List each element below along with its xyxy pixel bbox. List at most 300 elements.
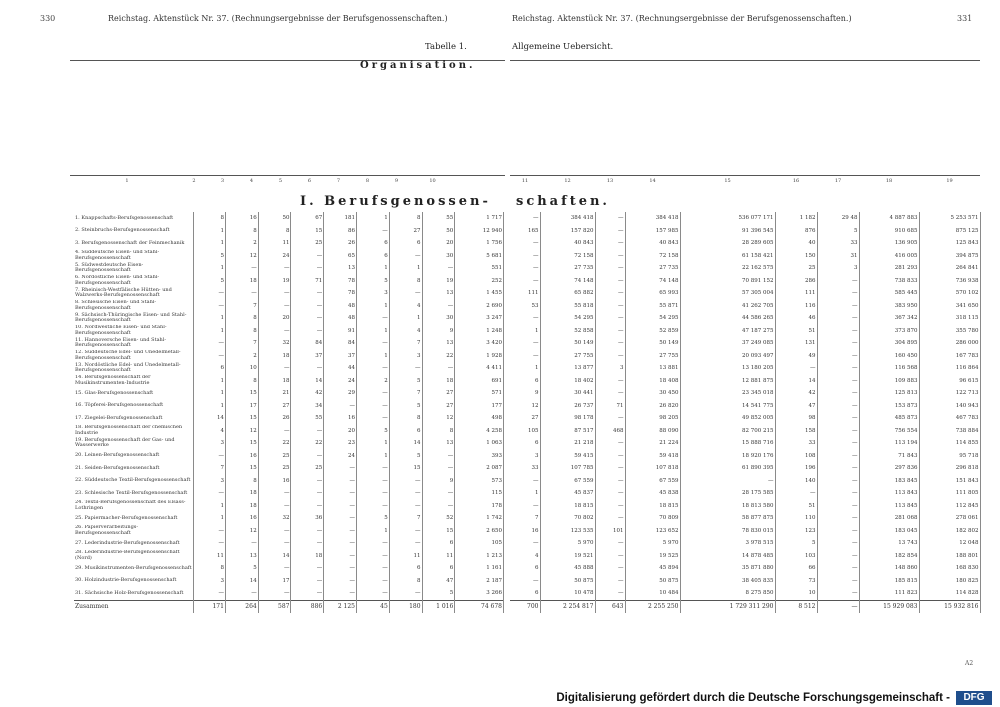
cell-l: — xyxy=(595,537,625,550)
cell-a: — xyxy=(194,337,226,350)
cell-l: — xyxy=(595,412,625,425)
cell-l: — xyxy=(595,550,625,563)
cell-l: — xyxy=(595,250,625,263)
cell-l: — xyxy=(595,575,625,588)
total-k: 2 254 817 xyxy=(540,600,595,613)
cell-b: 2 xyxy=(225,237,258,250)
row-name: 27. Lederindustrie-Berufsgenossenschaft xyxy=(74,537,194,550)
cell-s: 136 905 xyxy=(859,237,919,250)
cell-g: 8 xyxy=(389,275,422,288)
header-rule-bottom xyxy=(70,175,505,176)
cell-e: — xyxy=(324,500,357,513)
cell-d: — xyxy=(291,287,324,300)
cell-g: 6 xyxy=(389,425,422,438)
right-header-rule-top xyxy=(510,60,980,61)
cell-f: — xyxy=(357,225,390,238)
cell-f: — xyxy=(357,400,390,413)
cell-j: 6 xyxy=(510,562,540,575)
cell-h: 20 xyxy=(422,237,455,250)
cell-c: 18 xyxy=(258,375,291,388)
cell-e: 181 xyxy=(324,212,357,225)
row-name: 11. Hannoversche Eisen- und Stahl-Berufsgenossenschaft xyxy=(74,337,194,350)
cell-a: — xyxy=(194,525,226,538)
cell-d: 14 xyxy=(291,375,324,388)
cell-t: 341 650 xyxy=(919,300,980,313)
table-row xyxy=(74,225,504,238)
cell-b: 7 xyxy=(225,300,258,313)
cell-p: 70 891 152 xyxy=(680,275,775,288)
cell-l: — xyxy=(595,262,625,275)
totals-row xyxy=(74,600,504,613)
cell-m: 157 985 xyxy=(625,225,680,238)
cell-c: 18 xyxy=(258,350,291,363)
cell-i: 393 xyxy=(455,450,504,463)
row-name: 9. Sächsisch-Thüringische Eisen- und Stahl-Berufsgenossenschaft xyxy=(74,312,194,325)
cell-j: 12 xyxy=(510,400,540,413)
right-subtitle: Allgemeine Uebersicht. xyxy=(512,42,614,52)
cell-s: 116 568 xyxy=(859,362,919,375)
cell-g: 7 xyxy=(389,387,422,400)
left-data-table xyxy=(74,212,504,613)
total-f: 45 xyxy=(357,600,390,613)
total-a: 171 xyxy=(194,600,226,613)
cell-r: 29 48 xyxy=(817,212,859,225)
cell-d: — xyxy=(291,250,324,263)
footer-bar xyxy=(0,690,1000,707)
cell-a: 8 xyxy=(194,562,226,575)
right-page-header: Reichstag. Aktenstück Nr. 37. (Rechnungsergebnisse der Berufsgenossenschaften.) xyxy=(512,14,852,23)
cell-f: 6 xyxy=(357,250,390,263)
cell-m: 45 838 xyxy=(625,487,680,500)
cell-f: 1 xyxy=(357,450,390,463)
cell-p: 47 187 275 xyxy=(680,325,775,338)
cell-m: 65 993 xyxy=(625,287,680,300)
cell-s: 160 450 xyxy=(859,350,919,363)
cell-k: 13 877 xyxy=(540,362,595,375)
cell-g: 14 xyxy=(389,437,422,450)
cell-p: 58 877 875 xyxy=(680,512,775,525)
cell-j: — xyxy=(510,475,540,488)
cell-g: 7 xyxy=(389,337,422,350)
cell-j: — xyxy=(510,500,540,513)
cell-q: 49 xyxy=(775,350,817,363)
cell-q: 47 xyxy=(775,400,817,413)
cell-b: — xyxy=(225,262,258,275)
cell-b: 2 xyxy=(225,350,258,363)
cell-k: 50 149 xyxy=(540,337,595,350)
cell-e: — xyxy=(324,537,357,550)
cell-l: — xyxy=(595,287,625,300)
cell-k: 65 882 xyxy=(540,287,595,300)
cell-d: 25 xyxy=(291,462,324,475)
table-row xyxy=(74,387,504,400)
cell-k: 74 148 xyxy=(540,275,595,288)
table-row xyxy=(510,400,980,413)
cell-i: 1 161 xyxy=(455,562,504,575)
cell-r: 3 xyxy=(817,262,859,275)
cell-e: 24 xyxy=(324,375,357,388)
cell-c: 25 xyxy=(258,450,291,463)
cell-d: — xyxy=(291,562,324,575)
cell-h: 11 xyxy=(422,550,455,563)
cell-m: 50 149 xyxy=(625,337,680,350)
cell-e: 78 xyxy=(324,287,357,300)
cell-b: 8 xyxy=(225,225,258,238)
cell-q: 158 xyxy=(775,425,817,438)
cell-b: 15 xyxy=(225,387,258,400)
cell-i: 691 xyxy=(455,375,504,388)
cell-a: 3 xyxy=(194,437,226,450)
left-page xyxy=(0,0,505,690)
cell-q: 25 xyxy=(775,262,817,275)
cell-f: — xyxy=(357,462,390,475)
cell-i: 115 xyxy=(455,487,504,500)
total-e: 2 125 xyxy=(324,600,357,613)
cell-t: 296 818 xyxy=(919,462,980,475)
cell-c: — xyxy=(258,425,291,438)
cell-t: 467 783 xyxy=(919,412,980,425)
table-row xyxy=(74,450,504,463)
cell-d: — xyxy=(291,262,324,275)
cell-s: 109 883 xyxy=(859,375,919,388)
cell-j: 111 xyxy=(510,287,540,300)
cell-m: 27 755 xyxy=(625,350,680,363)
cell-j: — xyxy=(510,250,540,263)
cell-a: — xyxy=(194,450,226,463)
table-label: Tabelle 1. xyxy=(425,42,467,52)
row-name: 5. Südwestdeutsche Eisen-Berufsgenossenschaft xyxy=(74,262,194,275)
cell-j: — xyxy=(510,350,540,363)
cell-f: 5 xyxy=(357,512,390,525)
cell-r: — xyxy=(817,275,859,288)
cell-p: 8 275 850 xyxy=(680,587,775,600)
cell-d: — xyxy=(291,575,324,588)
cell-c: 11 xyxy=(258,237,291,250)
right-section-title: schaften. xyxy=(516,194,610,209)
table-row xyxy=(74,575,504,588)
table-row xyxy=(510,337,980,350)
cell-p: 3 978 515 xyxy=(680,537,775,550)
cell-f: — xyxy=(357,537,390,550)
cell-r: — xyxy=(817,300,859,313)
cell-k: 72 158 xyxy=(540,250,595,263)
column-number: 15 xyxy=(724,178,731,184)
table-row xyxy=(510,375,980,388)
column-number: 4 xyxy=(249,178,254,184)
cell-d: 34 xyxy=(291,400,324,413)
cell-k: 98 178 xyxy=(540,412,595,425)
cell-t: 736 938 xyxy=(919,275,980,288)
cell-g: 5 xyxy=(389,375,422,388)
cell-a: 11 xyxy=(194,550,226,563)
cell-l: — xyxy=(595,387,625,400)
cell-t: 355 780 xyxy=(919,325,980,338)
cell-f: — xyxy=(357,587,390,600)
cell-k: 27 735 xyxy=(540,262,595,275)
cell-h: 5 xyxy=(422,587,455,600)
total-j: 700 xyxy=(510,600,540,613)
cell-g: 1 xyxy=(389,312,422,325)
table-row xyxy=(510,487,980,500)
cell-t: 151 843 xyxy=(919,475,980,488)
cell-m: 88 090 xyxy=(625,425,680,438)
cell-q: 5 xyxy=(775,537,817,550)
cell-d: 42 xyxy=(291,387,324,400)
cell-t: 182 802 xyxy=(919,525,980,538)
cell-b: 12 xyxy=(225,525,258,538)
cell-q: 98 xyxy=(775,412,817,425)
cell-l: — xyxy=(595,325,625,338)
row-name: 7. Rheinisch-Westfälische Hütten- und Walzwerks-Berufsgenossenschaft xyxy=(74,287,194,300)
cell-t: 140 943 xyxy=(919,400,980,413)
cell-l: — xyxy=(595,212,625,225)
cell-g: 5 xyxy=(389,400,422,413)
cell-f: 1 xyxy=(357,437,390,450)
cell-d: — xyxy=(291,537,324,550)
cell-e: 23 xyxy=(324,437,357,450)
table-row xyxy=(510,350,980,363)
cell-h: 27 xyxy=(422,400,455,413)
cell-i: 1 063 xyxy=(455,437,504,450)
cell-t: 168 830 xyxy=(919,562,980,575)
cell-s: 113 845 xyxy=(859,500,919,513)
column-number: 3 xyxy=(220,178,225,184)
column-number: 9 xyxy=(394,178,399,184)
cell-s: 910 685 xyxy=(859,225,919,238)
cell-i: 573 xyxy=(455,475,504,488)
cell-p: 35 871 880 xyxy=(680,562,775,575)
cell-g: — xyxy=(389,487,422,500)
cell-r: 5 xyxy=(817,225,859,238)
cell-f: 2 xyxy=(357,375,390,388)
table-row xyxy=(510,212,980,225)
cell-p: 28 289 605 xyxy=(680,237,775,250)
table-row xyxy=(74,337,504,350)
cell-f: — xyxy=(357,362,390,375)
table-row xyxy=(510,387,980,400)
cell-b: 8 xyxy=(225,475,258,488)
cell-i: 3 266 xyxy=(455,587,504,600)
cell-a: 1 xyxy=(194,262,226,275)
cell-m: 26 820 xyxy=(625,400,680,413)
cell-p: 37 249 085 xyxy=(680,337,775,350)
cell-p: 49 852 005 xyxy=(680,412,775,425)
cell-g: — xyxy=(389,537,422,550)
cell-i: 1 756 xyxy=(455,237,504,250)
cell-s: 185 815 xyxy=(859,575,919,588)
cell-i: 4 411 xyxy=(455,362,504,375)
cell-a: 8 xyxy=(194,212,226,225)
total-t: 15 932 816 xyxy=(919,600,980,613)
cell-r: — xyxy=(817,350,859,363)
cell-l: — xyxy=(595,462,625,475)
cell-j: — xyxy=(510,212,540,225)
table-row xyxy=(510,425,980,438)
cell-e: 65 xyxy=(324,250,357,263)
cell-s: 585 445 xyxy=(859,287,919,300)
row-name: 15. Glas-Berufsgenossenschaft xyxy=(74,387,194,400)
cell-d: 67 xyxy=(291,212,324,225)
cell-k: 27 755 xyxy=(540,350,595,363)
cell-r: — xyxy=(817,412,859,425)
cell-t: 394 875 xyxy=(919,250,980,263)
cell-g: — xyxy=(389,587,422,600)
cell-g: 6 xyxy=(389,237,422,250)
table-row xyxy=(510,250,980,263)
cell-h: 13 xyxy=(422,437,455,450)
table-row xyxy=(74,525,504,538)
cell-p: 23 345 018 xyxy=(680,387,775,400)
cell-e: — xyxy=(324,512,357,525)
column-number: 6 xyxy=(307,178,312,184)
cell-m: 50 875 xyxy=(625,575,680,588)
column-number: 14 xyxy=(649,178,656,184)
cell-f: 1 xyxy=(357,212,390,225)
row-name: 8. Schlesische Eisen- und Stahl-Berufsgenossenschaft xyxy=(74,300,194,313)
cell-i: 1 455 xyxy=(455,287,504,300)
cell-b: 14 xyxy=(225,575,258,588)
cell-l: — xyxy=(595,275,625,288)
cell-e: — xyxy=(324,550,357,563)
cell-e: 84 xyxy=(324,337,357,350)
cell-j: — xyxy=(510,275,540,288)
cell-d: — xyxy=(291,450,324,463)
table-row xyxy=(74,237,504,250)
cell-k: 45 837 xyxy=(540,487,595,500)
cell-k: 157 820 xyxy=(540,225,595,238)
cell-e: — xyxy=(324,487,357,500)
cell-b: 16 xyxy=(225,450,258,463)
cell-c: 20 xyxy=(258,312,291,325)
table-row xyxy=(510,275,980,288)
cell-h: 18 xyxy=(422,375,455,388)
cell-k: 87 517 xyxy=(540,425,595,438)
column-number: 8 xyxy=(365,178,370,184)
cell-r: 33 xyxy=(817,237,859,250)
cell-j: — xyxy=(510,237,540,250)
cell-r: — xyxy=(817,337,859,350)
cell-h: — xyxy=(422,450,455,463)
cell-p: 18 920 176 xyxy=(680,450,775,463)
cell-g: 7 xyxy=(389,512,422,525)
cell-i: 2 087 xyxy=(455,462,504,475)
table-row xyxy=(74,425,504,438)
row-name: 1. Knappschafts-Berufsgenossenschaft xyxy=(74,212,194,225)
right-page xyxy=(510,0,1000,690)
cell-c: 25 xyxy=(258,462,291,475)
cell-e: 86 xyxy=(324,225,357,238)
row-name: 3. Berufsgenossenschaft der Feinmechanik xyxy=(74,237,194,250)
cell-m: 67 559 xyxy=(625,475,680,488)
cell-l: — xyxy=(595,500,625,513)
cell-d: — xyxy=(291,525,324,538)
column-number: 18 xyxy=(885,178,893,184)
cell-j: — xyxy=(510,575,540,588)
table-row xyxy=(74,300,504,313)
cell-f: — xyxy=(357,487,390,500)
cell-i: 2 187 xyxy=(455,575,504,588)
cell-p: 82 700 215 xyxy=(680,425,775,438)
cell-t: 114 828 xyxy=(919,587,980,600)
cell-d: — xyxy=(291,312,324,325)
cell-k: 18 815 xyxy=(540,500,595,513)
cell-a: 4 xyxy=(194,425,226,438)
total-g: 180 xyxy=(389,600,422,613)
cell-s: 485 873 xyxy=(859,412,919,425)
cell-m: 55 871 xyxy=(625,300,680,313)
cell-g: 27 xyxy=(389,225,422,238)
cell-c: 8 xyxy=(258,225,291,238)
cell-p: 61 158 421 xyxy=(680,250,775,263)
cell-l: 3 xyxy=(595,362,625,375)
cell-r: — xyxy=(817,562,859,575)
cell-a: — xyxy=(194,350,226,363)
cell-k: 26 737 xyxy=(540,400,595,413)
cell-h: 9 xyxy=(422,475,455,488)
row-name: 30. Holzindustrie-Berufsgenossenschaft xyxy=(74,575,194,588)
cell-c: 32 xyxy=(258,337,291,350)
cell-f: 3 xyxy=(357,287,390,300)
cell-r: — xyxy=(817,500,859,513)
dfg-logo: DFG xyxy=(956,691,992,705)
cell-h: 8 xyxy=(422,425,455,438)
cell-b: 15 xyxy=(225,412,258,425)
table-row xyxy=(510,437,980,450)
row-name: 26. Papierverarbeitungs-Berufsgenossenschaft xyxy=(74,525,194,538)
cell-q: 150 xyxy=(775,250,817,263)
cell-j: 3 xyxy=(510,450,540,463)
column-number: 7 xyxy=(336,178,341,184)
cell-f: — xyxy=(357,475,390,488)
total-p: 1 729 311 290 xyxy=(680,600,775,613)
cell-d: 22 xyxy=(291,437,324,450)
cell-d: — xyxy=(291,587,324,600)
cell-e: 24 xyxy=(324,450,357,463)
cell-b: 8 xyxy=(225,312,258,325)
cell-d: — xyxy=(291,362,324,375)
cell-h: 6 xyxy=(422,537,455,550)
cell-i: 177 xyxy=(455,400,504,413)
row-name: 10. Nordwestliche Eisen- und Stahl-Berufsgenossenschaft xyxy=(74,325,194,338)
row-name: 23. Schlesische Textil-Berufsgenossenschaft xyxy=(74,487,194,500)
cell-c: — xyxy=(258,287,291,300)
cell-q: 66 xyxy=(775,562,817,575)
cell-j: 33 xyxy=(510,462,540,475)
cell-k: 45 888 xyxy=(540,562,595,575)
row-name: 25. Papiermacher-Berufsgenossenschaft xyxy=(74,512,194,525)
cell-h: 15 xyxy=(422,525,455,538)
total-l: 643 xyxy=(595,600,625,613)
total-b: 264 xyxy=(225,600,258,613)
cell-h: 30 xyxy=(422,250,455,263)
cell-h: 13 xyxy=(422,337,455,350)
cell-i: 105 xyxy=(455,537,504,550)
cell-b: 17 xyxy=(225,400,258,413)
cell-f: — xyxy=(357,337,390,350)
cell-r: — xyxy=(817,312,859,325)
total-q: 8 512 xyxy=(775,600,817,613)
cell-a: 1 xyxy=(194,237,226,250)
row-name: 2. Steinbruchs-Berufsgenossenschaft xyxy=(74,225,194,238)
cell-c: 14 xyxy=(258,550,291,563)
cell-i: 1 248 xyxy=(455,325,504,338)
cell-k: 19 521 xyxy=(540,550,595,563)
cell-f: 1 xyxy=(357,525,390,538)
total-d: 886 xyxy=(291,600,324,613)
cell-j: 105 xyxy=(510,425,540,438)
cell-c: 16 xyxy=(258,475,291,488)
cell-q: 14 xyxy=(775,375,817,388)
